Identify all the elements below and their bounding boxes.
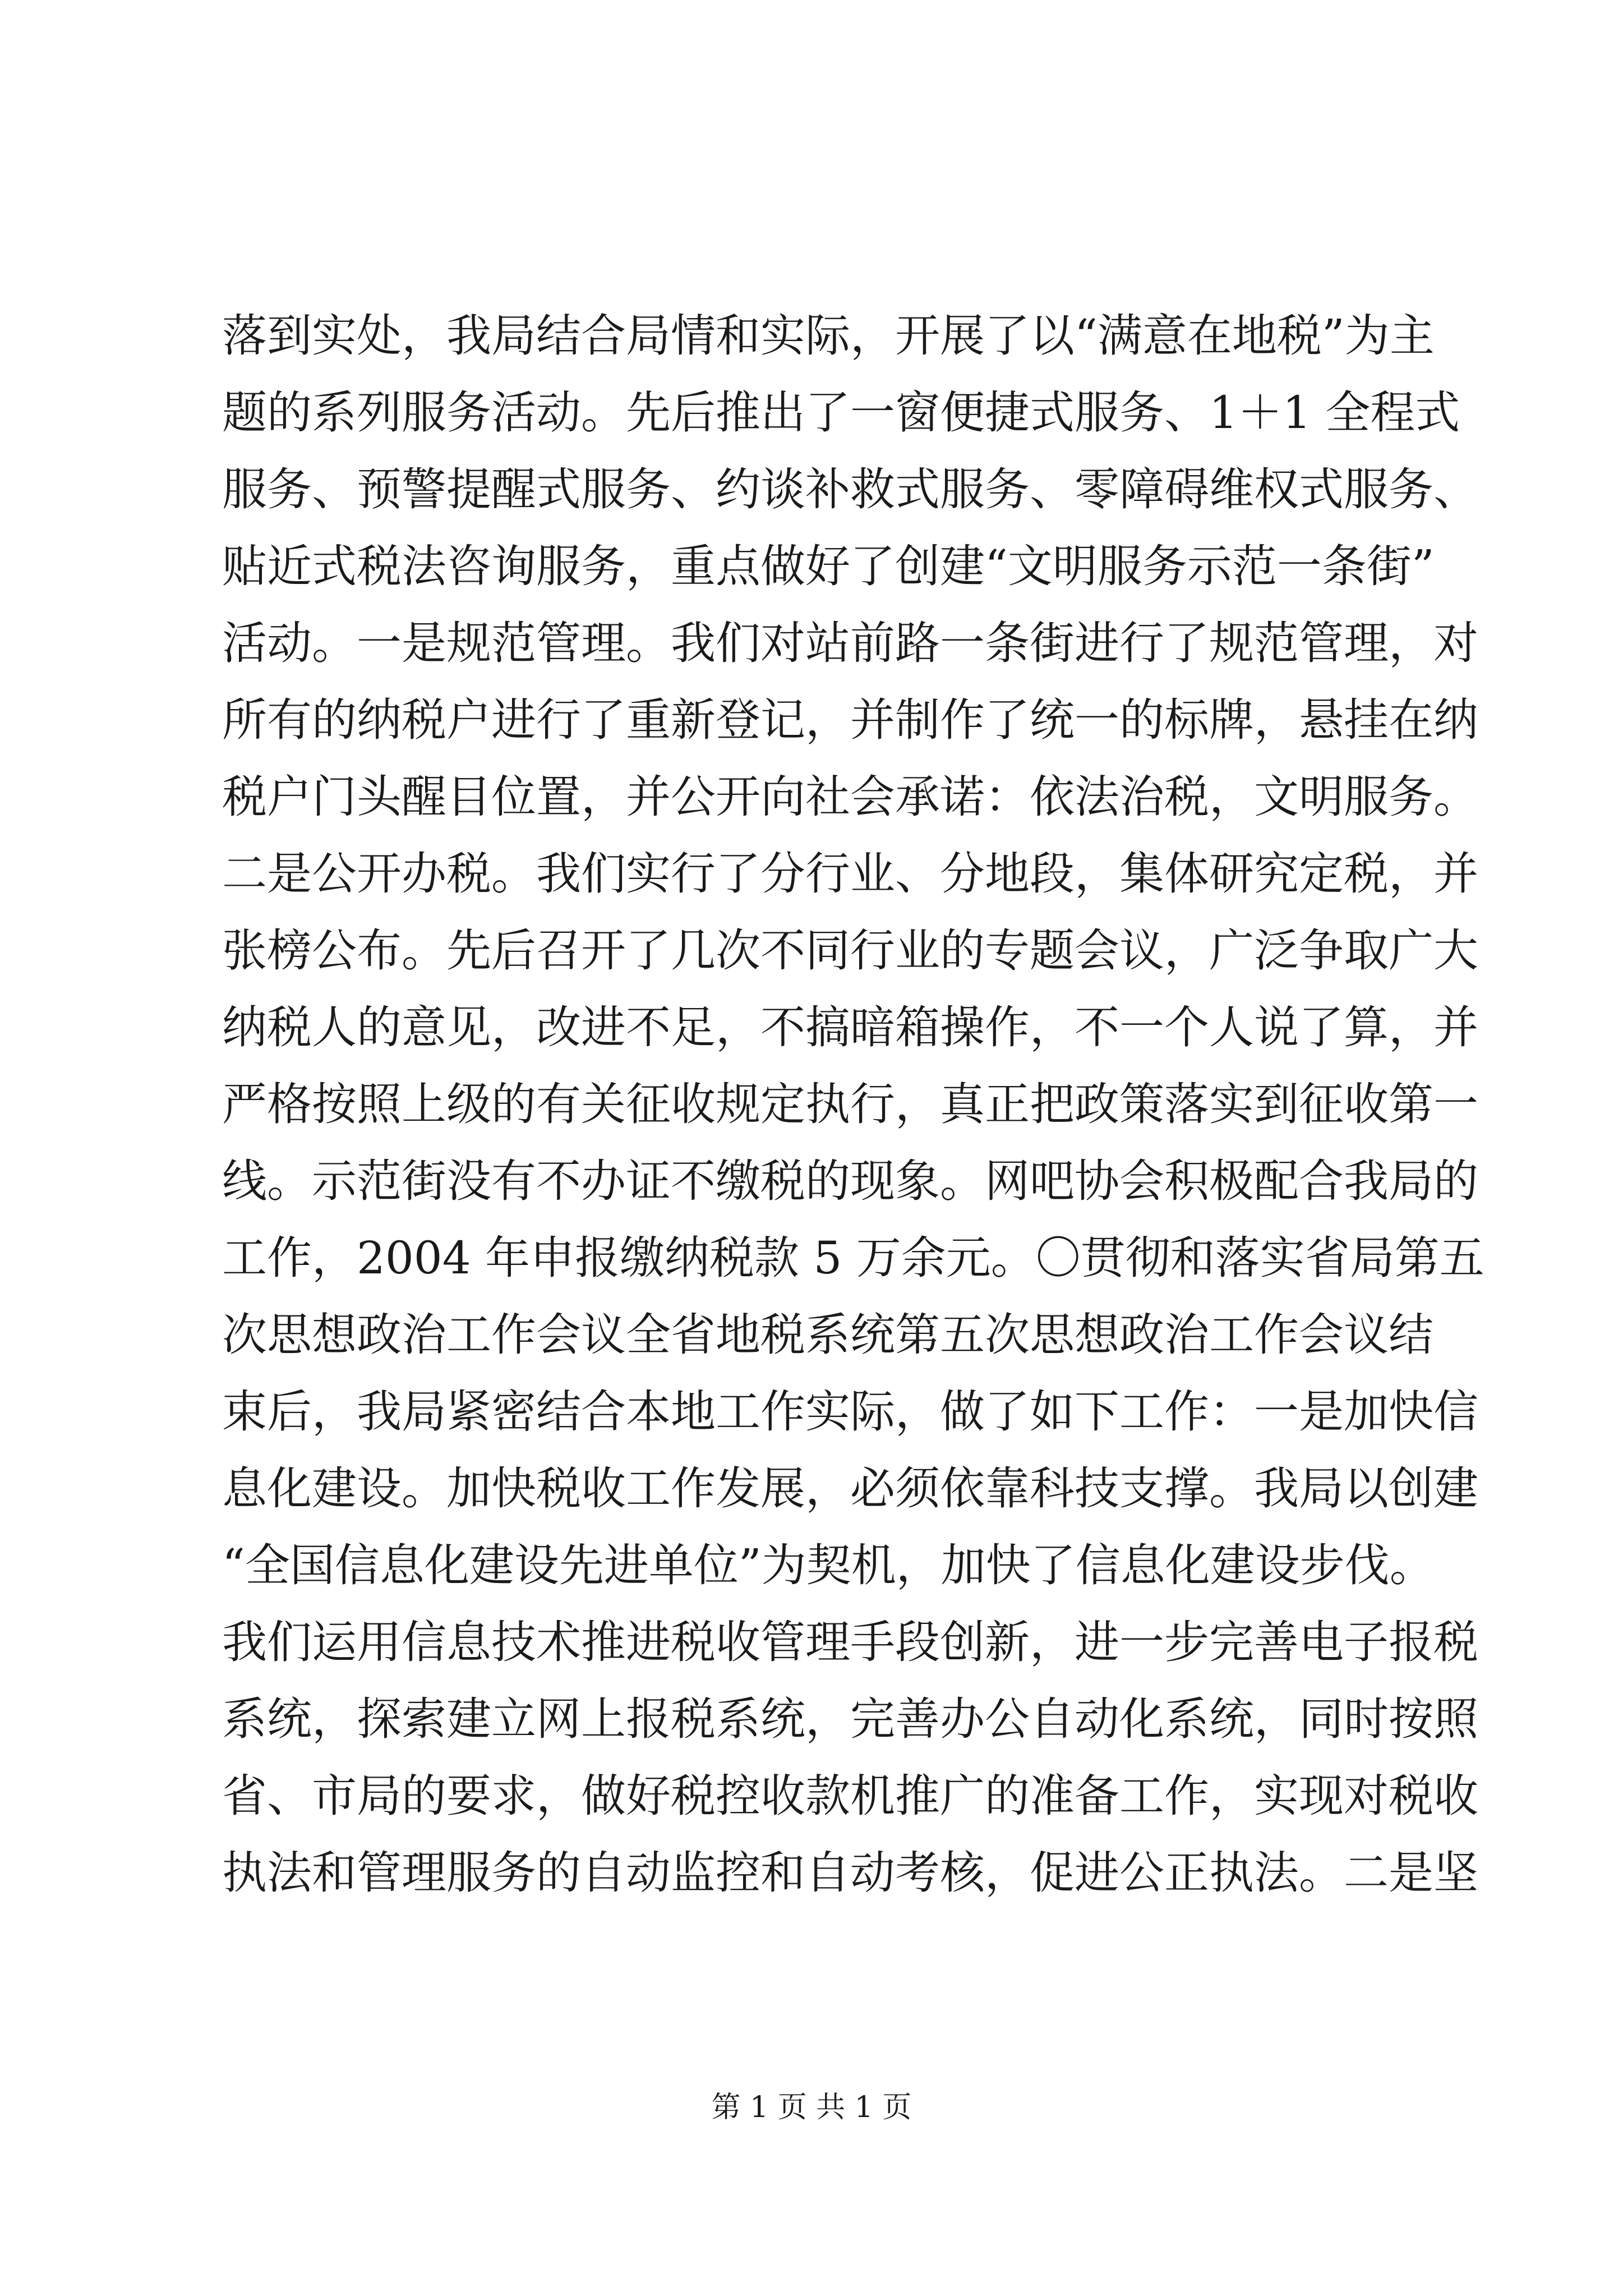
text-line: 活动。一是规范管理。我们对站前路一条街进行了规范管理，对 <box>222 617 1478 669</box>
document-body <box>222 297 1484 1911</box>
text-line: 严格按照上级的有关征收规定执行，真正把政策落实到征收第一 <box>222 1078 1478 1130</box>
text-line: 执法和管理服务的自动监控和自动考核，促进公正执法。二是坚 <box>222 1847 1478 1899</box>
text-line: 服务、预警提醒式服务、约谈补救式服务、零障碍维权式服务、 <box>222 463 1478 516</box>
text-line: 次思想政治工作会议全省地税系统第五次思想政治工作会议结 <box>222 1309 1433 1361</box>
text-line: 落到实处，我局结合局情和实际，开展了以“满意在地税”为主 <box>222 310 1435 362</box>
text-line: “全国信息化建设先进单位”为契机，加快了信息化建设步伐。 <box>222 1539 1435 1591</box>
text-line: 我们运用信息技术推进税收管理手段创新，进一步完善电子报税 <box>222 1616 1478 1668</box>
text-line: 税户门头醒目位置，并公开向社会承诺：依法治税，文明服务。 <box>222 771 1478 823</box>
text-line: 工作，2004 年申报缴纳税款 5 万余元。〇贯彻和落实省局第五 <box>222 1232 1484 1284</box>
text-line: 张榜公布。先后召开了几次不同行业的专题会议，广泛争取广大 <box>222 924 1478 977</box>
text-line: 系统，探索建立网上报税系统，完善办公自动化系统，同时按照 <box>222 1693 1478 1745</box>
text-line: 线。示范街没有不办证不缴税的现象。网吧协会积极配合我局的 <box>222 1155 1478 1207</box>
page-footer: 第 1 页 共 1 页 <box>711 2091 912 2124</box>
text-line: 束后，我局紧密结合本地工作实际，做了如下工作：一是加快信 <box>222 1386 1478 1438</box>
text-line: 所有的纳税户进行了重新登记，并制作了统一的标牌，悬挂在纳 <box>222 694 1478 746</box>
text-line: 息化建设。加快税收工作发展，必须依靠科技支撑。我局以创建 <box>222 1462 1478 1515</box>
text-line: 省、市局的要求，做好税控收款机推广的准备工作，实现对税收 <box>222 1770 1478 1822</box>
text-line: 二是公开办税。我们实行了分行业、分地段，集体研究定税，并 <box>222 848 1478 900</box>
text-line: 题的系列服务活动。先后推出了一窗便捷式服务、1＋1 全程式 <box>222 386 1460 439</box>
text-line: 纳税人的意见，改进不足，不搞暗箱操作，不一个人说了算，并 <box>222 1001 1478 1053</box>
text-line: 贴近式税法咨询服务，重点做好了创建“文明服务示范一条街” <box>222 540 1435 592</box>
